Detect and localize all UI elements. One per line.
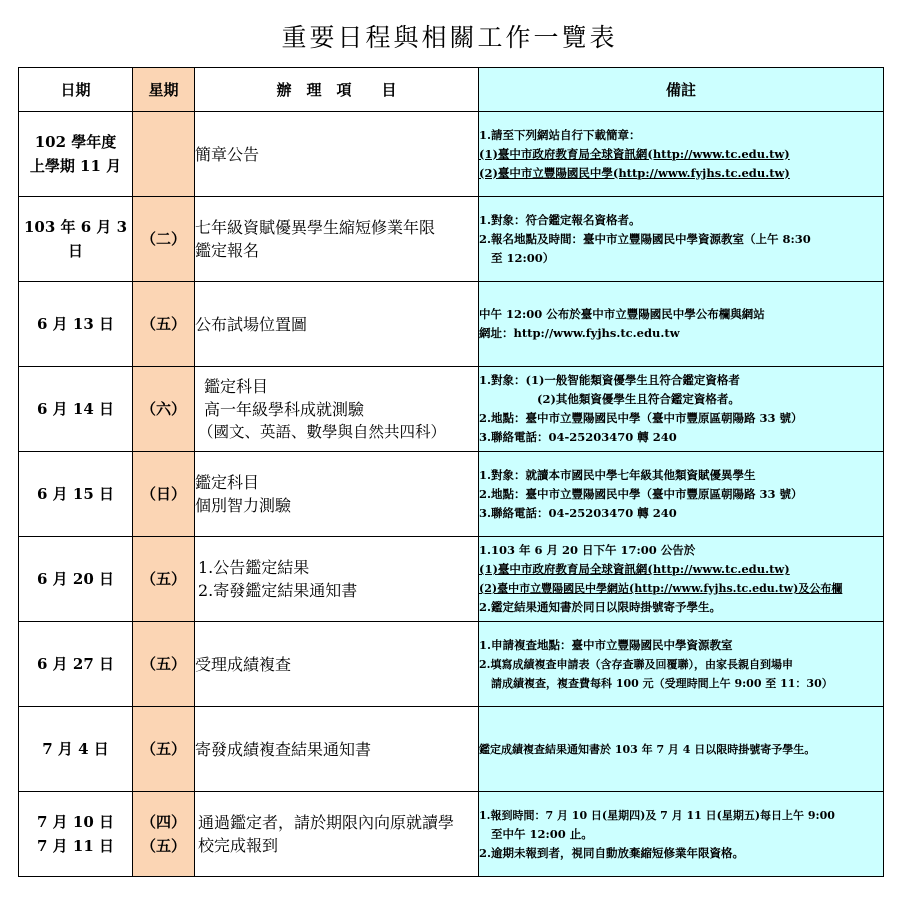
weekday-cell: [133, 537, 195, 622]
weekday-line: （六）: [140, 400, 186, 418]
weekday-line: （四）: [140, 813, 186, 831]
table-row: [19, 282, 884, 367]
weekday-cell: [133, 452, 195, 537]
item-line: 簡章公告: [195, 144, 260, 164]
header-items: 辦 理 項 目: [195, 68, 479, 112]
note-link-line[interactable]: (2)臺中市立豐陽國民中學(http://www.fyjhs.tc.edu.tw): [479, 165, 790, 180]
note-line: 1.對象：(1)一般智能類資優學生且符合鑑定資格者: [479, 373, 740, 387]
date-cell: [19, 197, 133, 282]
note-cell: [479, 452, 884, 537]
weekday-cell: [133, 112, 195, 197]
schedule-table: [18, 67, 884, 877]
note-line: 中午 12:00 公布於臺中市立豐陽國民中學公布欄與網站: [479, 307, 765, 321]
date-cell: [19, 792, 133, 877]
weekday-line: （五）: [140, 837, 186, 855]
item-cell: [195, 537, 479, 622]
item-line: （國文、英語、數學與自然共四科）: [198, 422, 447, 441]
weekday-line: （二）: [140, 230, 186, 248]
weekday-line: （日）: [140, 485, 186, 503]
item-line: 校完成報到: [198, 836, 279, 855]
note-line: 2.填寫成績複查申請表（含存查聯及回覆聯），由家長親自到場申: [479, 657, 793, 671]
note-line: 1.報到時間：7 月 10 日(星期四)及 7 月 11 日(星期五)每日上午 9:00: [479, 808, 835, 822]
header-notes: 備註: [479, 68, 884, 112]
date-cell: [19, 452, 133, 537]
item-cell: [195, 112, 479, 197]
note-line: 請成績複查，複查費每科 100 元（受理時間上午 9:00 至 11：30）: [491, 676, 833, 690]
item-line: 通過鑑定者，請於期限內向原就讀學: [198, 813, 455, 832]
date-cell: [19, 282, 133, 367]
date-cell: [19, 707, 133, 792]
table-header-row: [19, 68, 884, 112]
weekday-line: （五）: [140, 570, 186, 588]
note-link-line[interactable]: (1)臺中市政府教育局全球資訊網(http://www.tc.edu.tw): [479, 562, 790, 576]
weekday-cell: [133, 197, 195, 282]
item-line: 鑑定科目: [204, 376, 269, 396]
item-cell: [195, 792, 479, 877]
item-line: 鑑定科目: [195, 473, 260, 492]
table-row: [19, 622, 884, 707]
item-line: 鑑定報名: [195, 241, 260, 260]
item-cell: [195, 282, 479, 367]
note-cell: [479, 112, 884, 197]
date-line: 6 月 27 日: [37, 655, 114, 673]
header-date: 日期: [19, 68, 133, 112]
weekday-cell: [133, 707, 195, 792]
note-line: 2.報名地點及時間：臺中市立豐陽國民中學資源教室（上午 8:30: [479, 231, 811, 246]
weekday-cell: [133, 282, 195, 367]
note-line: (2)其他類資優學生且符合鑑定資格者。: [537, 392, 740, 406]
note-line: 1.103 年 6 月 20 日下午 17:00 公告於: [479, 543, 696, 557]
note-cell: [479, 792, 884, 877]
date-line: 7 月 4 日: [42, 740, 109, 758]
date-line: 7 月 10 日: [37, 813, 114, 831]
item-cell: [195, 367, 479, 452]
table-row: [19, 197, 884, 282]
note-cell: [479, 707, 884, 792]
weekday-cell: [133, 367, 195, 452]
note-line: 3.聯絡電話：04-25203470 轉 240: [479, 505, 677, 520]
note-cell: [479, 197, 884, 282]
note-line: 至中午 12:00 止。: [491, 826, 593, 841]
note-line: 鑑定成績複查結果通知書於 103 年 7 月 4 日以限時掛號寄予學生。: [479, 742, 816, 756]
item-line: 高一年級學科成就測驗: [204, 399, 365, 419]
weekday-line: （五）: [140, 740, 186, 758]
item-line: 2.寄發鑑定結果通知書: [198, 581, 358, 600]
note-line: 2.逾期未報到者，視同自動放棄縮短修業年限資格。: [479, 845, 745, 860]
item-cell: [195, 197, 479, 282]
table-row: [19, 452, 884, 537]
date-line: 6 月 20 日: [37, 570, 114, 588]
item-cell: [195, 707, 479, 792]
date-line: 102 學年度: [34, 133, 117, 151]
date-line: 103 年 6 月 3 日: [23, 218, 128, 260]
note-cell: [479, 367, 884, 452]
note-line: 2.鑑定結果通知書於同日以限時掛號寄予學生。: [479, 600, 722, 614]
item-cell: [195, 452, 479, 537]
note-cell: [479, 537, 884, 622]
table-row: [19, 537, 884, 622]
note-line: 2.地點：臺中市立豐陽國民中學（臺中市豐原區朝陽路 33 號）: [479, 486, 803, 501]
note-cell: [479, 622, 884, 707]
header-weekday: 星期: [133, 68, 195, 112]
weekday-cell: [133, 792, 195, 877]
note-line: 1.對象：就讀本市國民中學七年級其他類資賦優異學生: [479, 467, 756, 482]
date-line: 6 月 15 日: [37, 485, 114, 503]
table-row: [19, 367, 884, 452]
item-line: 公布試場位置圖: [195, 314, 308, 334]
note-line: 3.聯絡電話：04-25203470 轉 240: [479, 430, 677, 444]
item-line: 1.公告鑑定結果: [198, 558, 310, 577]
weekday-cell: [133, 622, 195, 707]
table-row: [19, 792, 884, 877]
note-link-line[interactable]: (2)臺中市立豐陽國民中學網站(http://www.fyjhs.tc.edu.tw)及公布欄: [479, 582, 843, 595]
table-row: [19, 707, 884, 792]
item-line: 七年級資賦優異學生縮短修業年限: [195, 218, 436, 237]
note-line: 1.申請複查地點：臺中市立豐陽國民中學資源教室: [479, 637, 733, 652]
weekday-line: （五）: [140, 315, 186, 333]
date-line: 7 月 11 日: [37, 837, 114, 855]
item-cell: [195, 622, 479, 707]
item-line: 受理成績複查: [195, 654, 292, 674]
page-title: 重要日程與相關工作一覽表: [281, 23, 618, 52]
date-line: 上學期 11 月: [29, 157, 122, 175]
date-cell: [19, 622, 133, 707]
note-link-line[interactable]: (1)臺中市政府教育局全球資訊網(http://www.tc.edu.tw): [479, 146, 790, 161]
note-link-line[interactable]: 網址：http://www.fyjhs.tc.edu.tw: [479, 326, 680, 340]
date-line: 6 月 14 日: [37, 400, 114, 418]
note-line: 2.地點：臺中市立豐陽國民中學（臺中市豐原區朝陽路 33 號）: [479, 411, 803, 425]
note-line: 1.對象：符合鑑定報名資格者。: [479, 212, 641, 227]
weekday-line: （五）: [140, 655, 186, 673]
table-row: [19, 112, 884, 197]
note-line: 至 12:00）: [491, 250, 555, 265]
date-cell: [19, 112, 133, 197]
item-line: 寄發成績複查結果通知書: [195, 739, 372, 759]
date-line: 6 月 13 日: [37, 315, 114, 333]
date-cell: [19, 367, 133, 452]
note-line: 1.請至下列網站自行下載簡章：: [479, 127, 641, 142]
note-cell: [479, 282, 884, 367]
date-cell: [19, 537, 133, 622]
item-line: 個別智力測驗: [195, 496, 292, 515]
